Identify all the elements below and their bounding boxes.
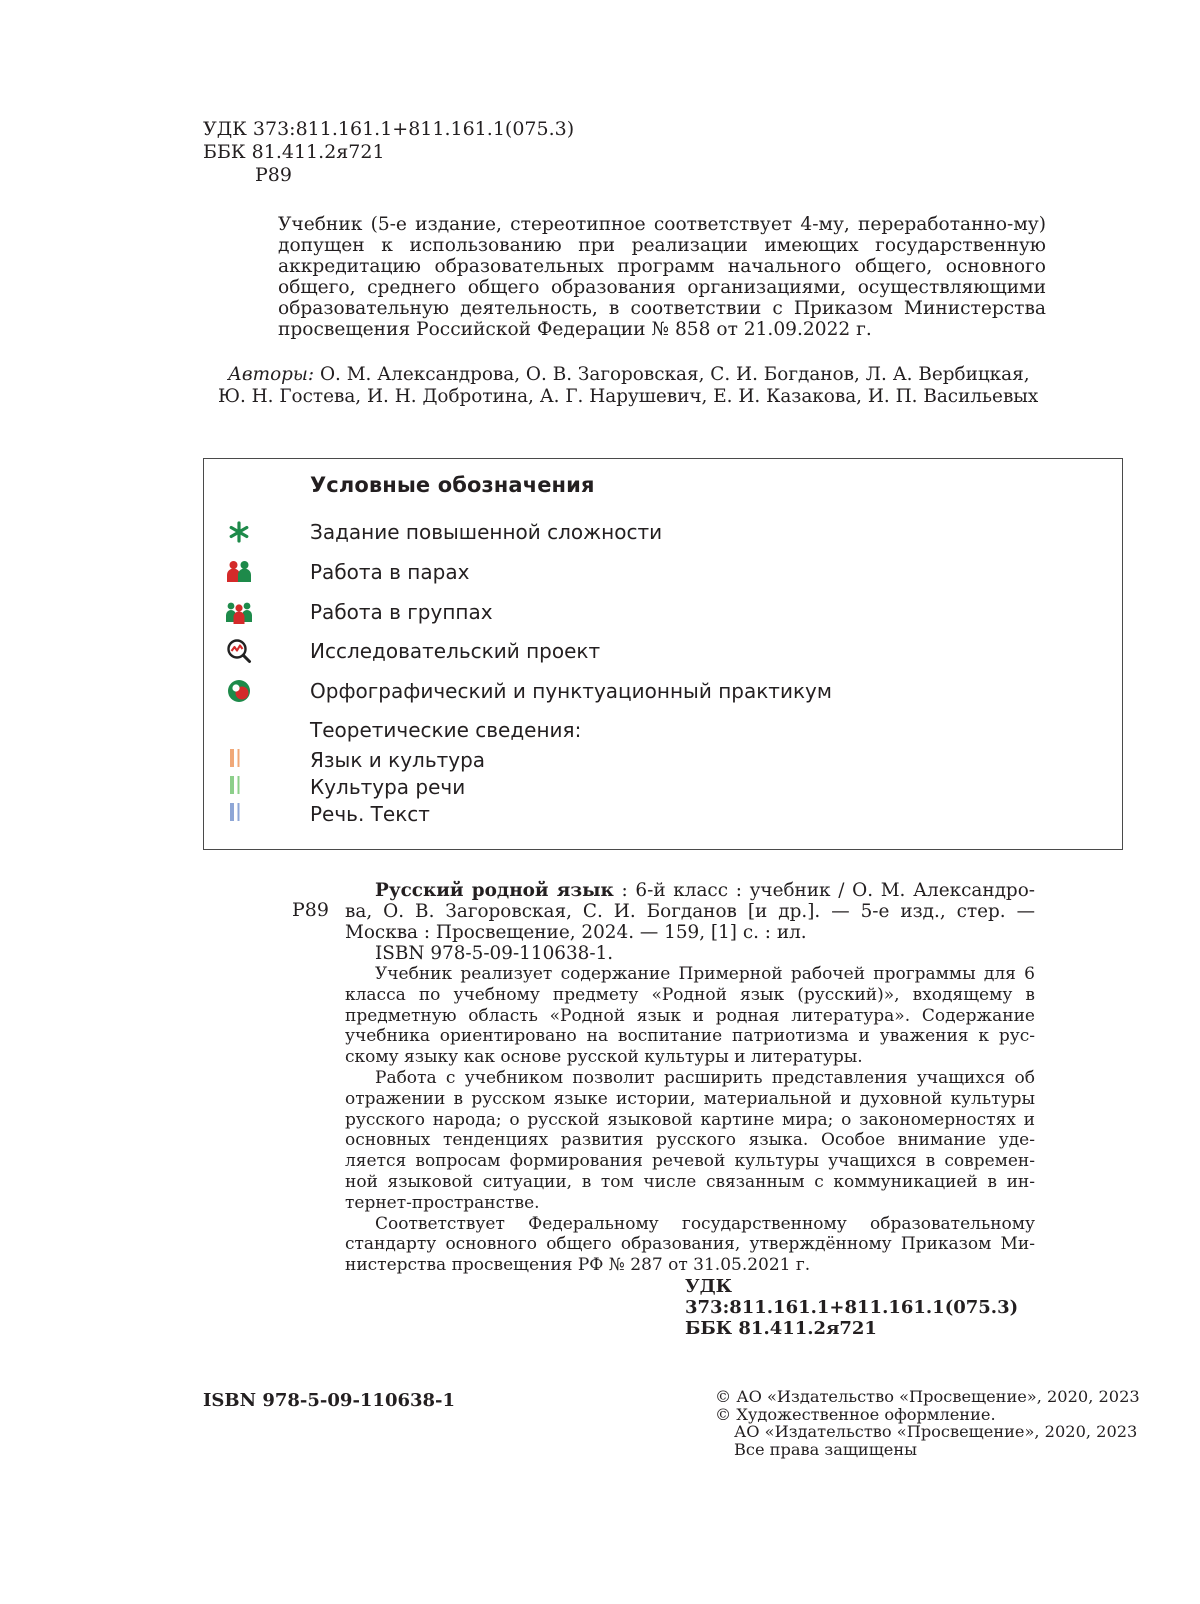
authors-block — [218, 364, 1118, 408]
approval-text: Учебник (5-е издание, стереотипное соответствует 4-му, переработанно-му) допущен к использованию при реализации имеющих государственную аккредитацию образовательных программ начального общего, основного общего, среднего общего образования организациями, осуществляющими образовательную деятельность, в соответствии с Приказом Министерства просвещения Российской Федерации № 858 от 21.09.2022 г. — [278, 214, 1046, 340]
card-annotation-1: Учебник реализует содержание Примерной рабочей программы для 6 класса по учебному предмету «Родной язык (русский)», входящему в предметную область «Родной язык и родная литература». Содержание учебника ориентировано на воспитание патриотизма и уважения к рус-скому языку как основе русской культуры и литературы. — [345, 964, 1035, 1068]
green-bar-icon — [229, 776, 243, 794]
authors-label: Авторы: — [228, 364, 315, 385]
theory-label: Речь. Текст — [310, 802, 430, 826]
authors-line-2: Ю. Н. Гостева, И. Н. Добротина, А. Г. Нарушевич, Е. И. Казакова, И. П. Васильевых — [218, 386, 1039, 407]
card-bbk: ББК 81.411.2я721 — [685, 1317, 877, 1339]
theory-item — [204, 798, 1122, 828]
group-icon — [225, 598, 253, 626]
card-isbn: ISBN 978-5-09-110638-1. — [375, 943, 614, 964]
isbn-bottom: ISBN 978-5-09-110638-1 — [203, 1390, 456, 1411]
card-annotation-3: Соответствует Федеральному государственному образовательному стандарту основного общего образования, утверждённому Приказом Ми-нистерства просвещения РФ № 287 от 31.05.2021 г. — [345, 1213, 1035, 1276]
theory-label: Культура речи — [310, 775, 466, 799]
legend-label: Работа в группах — [310, 600, 493, 624]
author-code-top: Р89 — [255, 164, 292, 186]
copyright-line-3: АО «Издательство «Просвещение», 2020, 2023 — [734, 1422, 1138, 1442]
legend-item — [204, 516, 1122, 546]
legend-label: Исследовательский проект — [310, 639, 601, 663]
practicum-icon — [225, 677, 253, 705]
legend-title: Условные обозначения — [310, 473, 595, 497]
catalog-card — [345, 880, 1035, 1339]
bbk-top: ББК 81.411.2я721 — [203, 141, 385, 163]
theory-item — [204, 744, 1122, 774]
theory-heading: Теоретические сведения: — [310, 718, 582, 742]
approval-paragraph — [278, 214, 1046, 340]
research-icon — [225, 637, 253, 665]
orange-bar-icon — [229, 749, 243, 767]
legend-item — [204, 675, 1122, 705]
copyright-line-1: © АО «Издательство «Просвещение», 2020, 2023 — [715, 1387, 1140, 1406]
legend-label: Орфографический и пунктуационный практикум — [310, 679, 832, 703]
pair-icon — [225, 558, 253, 586]
authors-line-1 — [218, 364, 1118, 386]
card-book-title: Русский родной язык — [375, 880, 614, 901]
legend-label: Задание повышенной сложности — [310, 520, 663, 544]
legend-item — [204, 596, 1122, 626]
udk-top: УДК 373:811.161.1+811.161.1(075.3) — [203, 118, 575, 140]
rights-line: Все права защищены — [734, 1439, 918, 1459]
card-udk: УДК 373:811.161.1+811.161.1(075.3) — [685, 1275, 1019, 1318]
card-author-code: Р89 — [292, 899, 329, 921]
theory-item — [204, 771, 1122, 801]
theory-label: Язык и культура — [310, 748, 486, 772]
blue-bar-icon — [229, 803, 243, 821]
asterisk-icon — [225, 518, 253, 546]
legend-box — [203, 458, 1123, 850]
card-annotation-2: Работа с учебником позволит расширить представления учащихся об отражении в русском языке истории, материальной и духовной культуры русского народа; о русской языковой картине мира; о закономерностях и основных тенденциях развития русского языка. Особое внимание уде-ляется вопросам формирования речевой культуры учащихся в современ-ной языковой ситуации, в том числе связанным с коммуникацией в ин-тернет-пространстве. — [345, 1067, 1035, 1213]
legend-label: Работа в парах — [310, 560, 470, 584]
authors-names-1: О. М. Александрова, О. В. Загоровская, С. И. Богданов, Л. А. Вербицкая, — [319, 364, 1030, 385]
legend-item — [204, 556, 1122, 586]
copyright-line-2: © Художественное оформление. — [715, 1404, 996, 1424]
copyright-block — [715, 1387, 1140, 1459]
card-bibliographic: : 6-й класс : учебник / О. М. Александро-ва, О. В. Загоровская, С. И. Богданов [и др.]. — 5-е изд., стер. — Москва : Просвещение, 2024. — 159, [1] с. : ил. — [345, 880, 1035, 943]
card-title-line — [345, 880, 1035, 943]
legend-item — [204, 635, 1122, 665]
